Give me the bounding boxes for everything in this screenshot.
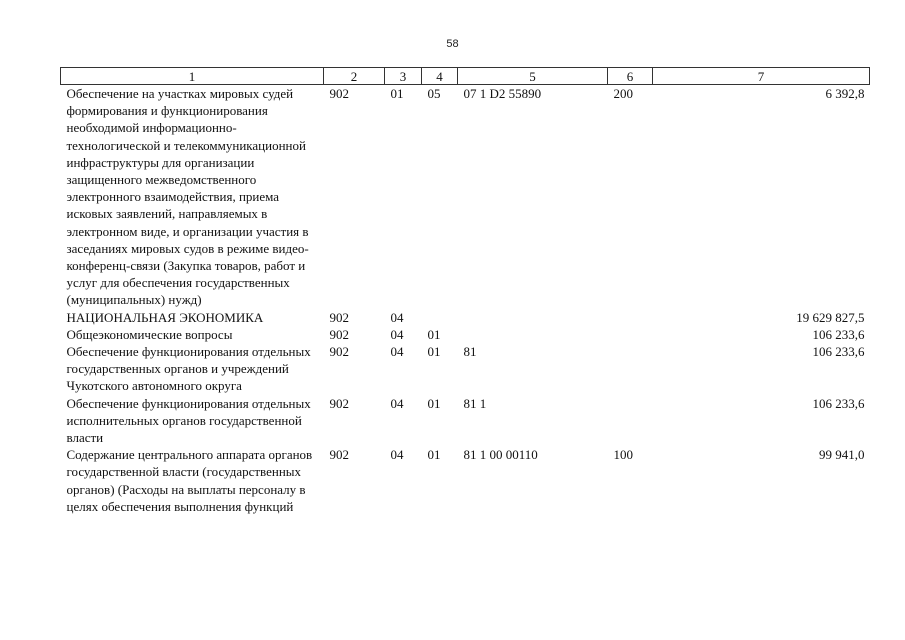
section-code: 04	[390, 326, 404, 342]
ministry-code: 902	[329, 86, 349, 101]
header-row	[61, 68, 870, 85]
table-row	[61, 85, 870, 309]
table-row	[61, 446, 870, 515]
table-header	[61, 68, 870, 85]
row-name: Общеэкономические вопросы	[66, 326, 233, 342]
ministry-code: 902	[329, 344, 349, 360]
table-body	[61, 85, 870, 516]
row-name: Обеспечение функционирования отдельных государственных органов и учреждений Чукотского автономного округа	[66, 344, 311, 394]
expense-type-code: 200	[613, 86, 633, 101]
target-article-code: 07 1 D2 55890	[463, 86, 542, 101]
ministry-code: 902	[329, 326, 349, 342]
amount: 106 233,6	[812, 395, 865, 411]
column-header-6: 6	[608, 68, 653, 85]
ministry-code: 902	[329, 309, 349, 325]
subsection-code: 01	[427, 344, 441, 360]
ministry-code: 902	[329, 395, 349, 411]
target-article-code: 81 1	[463, 395, 487, 411]
column-header-2: 2	[324, 68, 385, 85]
amount: 106 233,6	[812, 326, 865, 342]
subsection-code: 01	[427, 395, 441, 411]
subsection-code: 01	[427, 447, 441, 463]
row-name: Обеспечение функционирования отдельных исполнительных органов государственной власти	[66, 395, 311, 446]
table-row	[61, 395, 870, 447]
amount: 19 629 827,5	[796, 309, 865, 325]
subsection-code: 05	[427, 86, 441, 101]
target-article-code	[458, 309, 608, 326]
table-row	[61, 326, 870, 343]
target-article-code: 81 1 00 00110	[463, 447, 538, 463]
amount: 106 233,6	[812, 344, 865, 360]
expense-type-code: 100	[613, 447, 633, 463]
amount: 6 392,8	[825, 86, 865, 101]
column-header-5: 5	[458, 68, 608, 85]
column-header-4: 4	[422, 68, 458, 85]
subsection-code	[422, 309, 458, 326]
row-name: НАЦИОНАЛЬНАЯ ЭКОНОМИКА	[66, 309, 264, 325]
table-row	[61, 343, 870, 395]
expense-type-code	[608, 343, 653, 395]
section-code: 04	[390, 395, 404, 411]
expense-type-code	[608, 395, 653, 447]
row-name: Содержание центрального аппарата органов государственной власти (государственных органов) (Расходы на выплаты персоналу в целях обеспечения выполнения функций	[66, 447, 313, 514]
ministry-code: 902	[329, 447, 349, 463]
amount: 99 941,0	[819, 447, 865, 463]
expense-type-code	[608, 309, 653, 326]
column-header-1: 1	[61, 68, 324, 85]
page-number: 58	[446, 38, 459, 50]
expense-type-code	[608, 326, 653, 343]
column-header-3: 3	[385, 68, 422, 85]
table-row	[61, 309, 870, 326]
section-code: 01	[390, 86, 404, 101]
row-name: Обеспечение на участках мировых судей формирования и функционирования необходимой информационно-технологической и телекоммуникационной инфраструктуры для организации защищенного межведомственного электронного взаимодействия, приема исковых заявлений, направляемых в электронном виде, и организации участия в заседаниях мировых судов в режиме видео-конференц-связи (Закупка товаров, работ и услуг для обеспечения государственных (муниципальных) нужд)	[66, 86, 309, 308]
section-code: 04	[390, 344, 404, 360]
target-article-code	[458, 326, 608, 343]
target-article-code: 81	[463, 344, 477, 360]
section-code: 04	[390, 309, 404, 325]
budget-table	[60, 67, 870, 515]
section-code: 04	[390, 447, 404, 463]
column-header-7: 7	[653, 68, 870, 85]
subsection-code: 01	[427, 326, 441, 342]
